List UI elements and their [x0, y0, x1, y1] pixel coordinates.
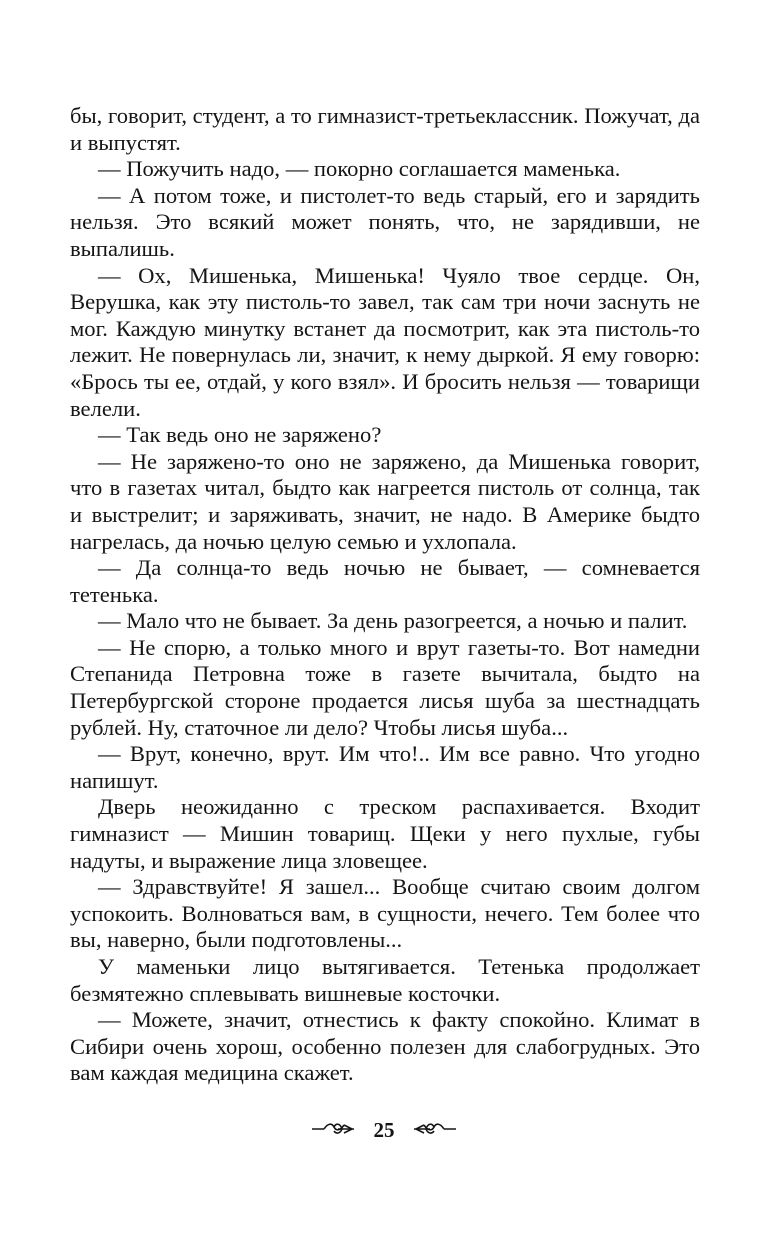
paragraph: — Мало что не бывает. За день разогреется, а ночью и палит.	[98, 608, 688, 634]
ornament-left-icon	[310, 1118, 356, 1143]
paragraph: — Так ведь оно не заряжено?	[98, 422, 382, 448]
page-number: 25	[373, 1117, 395, 1142]
ornament-right-icon	[412, 1118, 458, 1143]
paragraph: У маменьки лицо вытягивается. Тетенька продолжает безмятежно сплевывать вишневые косточки.	[70, 954, 700, 1006]
paragraph: — Не заряжено-то оно не заряжено, да Мишенька говорит, что в газетах читал, быдто как нагреется пистоль от солнца, так и выстрелит; и заряживать, значит, не надо. В Америке быдто нагрелась, да ночью целую семью и ухлопала.	[70, 448, 700, 554]
paragraph: — Не спорю, а только много и врут газеты-то. Вот намедни Степанида Петровна тоже в газете вычитала, быдто на Петербургской стороне продается лисья шуба за шестнадцать рублей. Ну, статочное ли дело? Чтобы лисья шуба...	[70, 634, 700, 740]
paragraph: — Врут, конечно, врут. Им что!.. Им все равно. Что угодно напишут.	[70, 741, 700, 793]
paragraph: — А потом тоже, и пистолет-то ведь старый, его и зарядить нельзя. Это всякий может понять, что, не зарядивши, не выпалишь.	[70, 182, 700, 261]
paragraph: — Можете, значит, отнестись к факту спокойно. Климат в Сибири очень хорош, особенно полезен для слабогрудных. Это вам каждая медицина скажет.	[70, 1007, 700, 1086]
page-footer	[0, 1116, 768, 1143]
paragraph: — Да солнца-то ведь ночью не бывает, — сомневается тетенька.	[70, 555, 700, 607]
paragraph: — Пожучить надо, — покорно соглашается маменька.	[98, 156, 621, 182]
paragraph: бы, говорит, студент, а то гимназист-третьеклассник. Пожучат, да и выпустят.	[70, 103, 700, 155]
paragraph: — Ох, Мишенька, Мишенька! Чуяло твое сердце. Он, Верушка, как эту пистоль-то завел, так сам три ночи заснуть не мог. Каждую минутку встанет да посмотрит, как эта пистоль-то лежит. Не повернулась ли, значит, к нему дыркой. Я ему говорю: «Брось ты ее, отдай, у кого взял». И бросить нельзя — товарищи велели.	[70, 262, 700, 421]
paragraph: — Здравствуйте! Я зашел... Вообще считаю своим долгом успокоить. Волноваться вам, в сущности, нечего. Тем более что вы, наверно, были подготовлены...	[70, 874, 700, 953]
page-text	[70, 103, 700, 1087]
paragraph: Дверь неожиданно с треском распахивается. Входит гимназист — Мишин товарищ. Щеки у него пухлые, губы надуты, и выражение лица зловещее.	[70, 794, 700, 873]
